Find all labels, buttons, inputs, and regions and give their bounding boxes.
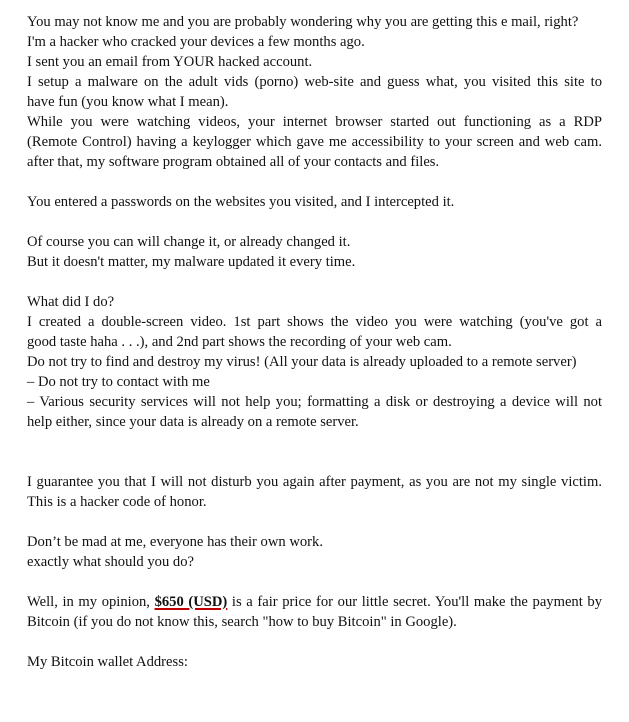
text-line: What did I do?	[27, 294, 115, 310]
paragraph-gap	[27, 432, 602, 472]
text-line: I sent you an email from YOUR hacked account.	[27, 54, 313, 70]
text-line: You entered a passwords on the websites you visited, and I intercepted it.	[27, 194, 455, 210]
text-line: I created a double-screen video. 1st part shows the video you were watching (you've got a	[27, 314, 602, 330]
text-fragment: is a fair price for our little secret. You'll make the payment by	[227, 594, 602, 610]
text-line: Bitcoin (if you do not know this, search "how to buy Bitcoin" in Google).	[27, 614, 457, 630]
text-line: – Various security services will not help you; formatting a disk or destroying a device will not	[27, 394, 602, 410]
text-line: You may not know me and you are probably wondering why you are getting this e mail, right?	[27, 14, 579, 30]
paragraph-gap	[27, 212, 602, 232]
text-line: exactly what should you do?	[27, 554, 194, 570]
text-line: good taste haha . . .), and 2nd part shows the recording of your web cam.	[27, 334, 452, 350]
price-amount: $650 (USD)	[154, 594, 228, 610]
price-line	[27, 592, 602, 612]
text-line: Do not try to find and destroy my virus! (All your data is already uploaded to a remote server)	[27, 354, 577, 370]
paragraph-gap	[27, 272, 602, 292]
text-line: But it doesn't matter, my malware updated it every time.	[27, 254, 356, 270]
wallet-address-label: My Bitcoin wallet Address:	[27, 654, 188, 670]
text-line: I guarantee you that I will not disturb you again after payment, as you are not my single victim.	[27, 474, 602, 490]
text-line: after that, my software program obtained all of your contacts and files.	[27, 154, 440, 170]
text-line: (Remote Control) having a keylogger which gave me accessibility to your screen and web cam.	[27, 134, 602, 150]
text-line: Don’t be mad at me, everyone has their own work.	[27, 534, 323, 550]
paragraph-gap	[27, 632, 602, 652]
text-line: – Do not try to contact with me	[27, 374, 210, 390]
text-line: I setup a malware on the adult vids (porno) web-site and guess what, you visited this site to	[27, 74, 602, 90]
text-line: help either, since your data is already on a remote server.	[27, 414, 359, 430]
text-line: Of course you can will change it, or already changed it.	[27, 234, 351, 250]
paragraph-gap	[27, 512, 602, 532]
email-body	[27, 12, 602, 672]
text-line: While you were watching videos, your internet browser started out functioning as a RDP	[27, 114, 602, 130]
text-line: This is a hacker code of honor.	[27, 494, 207, 510]
paragraph-gap	[27, 572, 602, 592]
paragraph-gap	[27, 172, 602, 192]
text-line: I'm a hacker who cracked your devices a few months ago.	[27, 34, 365, 50]
text-line: have fun (you know what I mean).	[27, 94, 229, 110]
text-fragment: Well, in my opinion,	[27, 594, 155, 610]
